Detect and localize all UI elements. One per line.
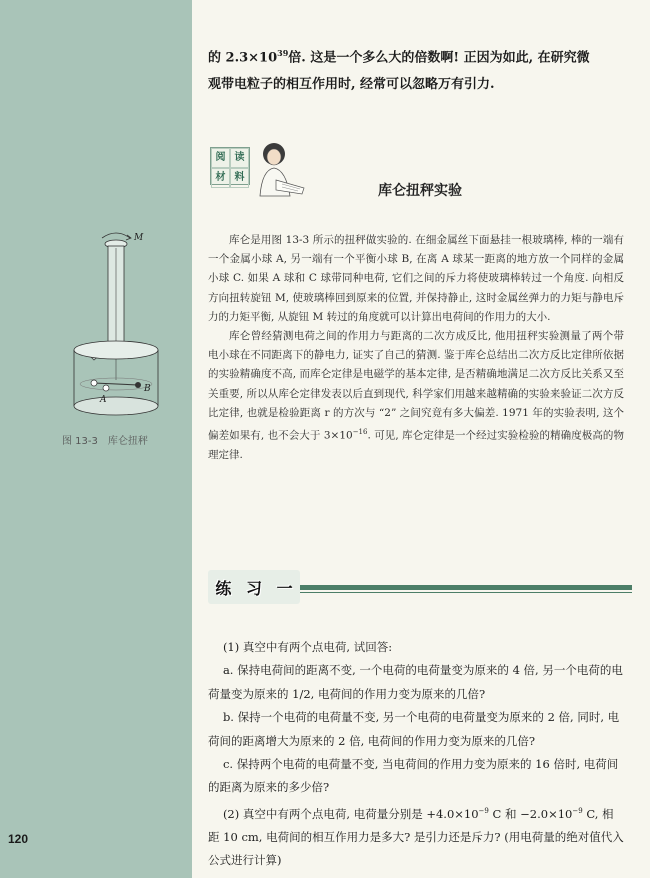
page-number: 120 (8, 832, 29, 846)
question-1c: c. 保持两个电荷的电荷量不变, 当电荷间的作用力变为原来的 16 倍时, 电荷间的距离为原来的多少倍? (208, 757, 619, 795)
question-1a: a. 保持电荷间的距离不变, 一个电荷的电荷量变为原来的 4 倍, 另一个电荷的电荷量变为原来的 1/2, 电荷间的作用力变为原来的几倍? (208, 663, 623, 701)
continuation-paragraph (208, 40, 624, 98)
label-m: M (134, 233, 144, 243)
figure-caption: 图 13-3 库仑扭秤 (62, 436, 148, 447)
section-title: 库仑扭秤实验 (378, 183, 462, 199)
reading-body (208, 231, 624, 465)
reading-girl-illustration (246, 140, 310, 200)
label-b: B (144, 384, 151, 394)
continuation-line-1: 的 $2.3\times 10^{39}$倍. 这是一个多么大的倍数啊! 正因为如此, 在研究微 (208, 48, 590, 66)
exercise-title: 练 习 一 (208, 570, 300, 604)
label-a: A (100, 395, 107, 405)
question-2: (2) 真空中有两个点电荷, 电荷量分别是 $+4.0\times 10^{-9}$ C 和 $-2.0\times 10^{-9}$ C, 相距 10 cm, 电荷间的相互作用力是多大? 是引力还是斥力? (用电荷量的绝对值代入公式进行计算) (208, 806, 624, 868)
question-1: (1) 真空中有两个点电荷, 试回答: (222, 640, 393, 654)
continuation-line-2: 观带电粒子的相互作用时, 经常可以忽略万有引力. (208, 77, 495, 93)
coulomb-torsion-balance-figure (64, 228, 168, 424)
question-1b: b. 保持一个电荷的电荷量不变, 另一个电荷的电荷量变为原来的 2 倍, 同时, 电荷间的距离增大为原来的 2 倍, 电荷间的作用力变为原来的几倍? (208, 710, 620, 748)
paragraph-2: 库仑曾经猜测电荷之间的作用力与距离的二次方成反比, 他用扭秤实验测量了两个带电小球在不同距离下的静电力, 证实了自己的猜测. 鉴于库仑总结出二次方反比定律所依据的实验精确度不高, 而库仑定律是电磁学的基本定律, 是否精确地满足二次方反比关系又至关重要, 所以从库仑定律发表以后直到现代, 科学家们用越来越精确的实验来验证二次方反比定律, 也就是检验距离 r 的方次与 “2” 之间究竟有多大偏差. 1971 年的实验表明, 这个偏差如果有, 也不会大于 $3\times 10^{-16}$. 可见, 库仑定律是一个经过实验检验的精确度极高的物理定律. (208, 330, 624, 461)
exercise-divider-rule (300, 585, 632, 590)
exercise-questions (208, 636, 624, 873)
reading-material-badge: 阅 读 材 料 (210, 147, 250, 185)
exercise-header (208, 566, 632, 612)
paragraph-1: 库仑是用图 13-3 所示的扭秤做实验的. 在细金属丝下面悬挂一根玻璃棒, 棒的一端有一个金属小球 A, 另一端有一个平衡小球 B, 在离 A 球某一距离的地方放一个同样的金属小球 C. 如果 A 球和 C 球带同种电荷, 它们之间的斥力将使玻璃棒转过一个角度. 向相反方向扭转旋钮 M, 使玻璃棒回到原来的位置, 并保持静止, 这时金属丝弹力的力矩与静电斥力的力矩平衡, 从旋钮 M 转过的角度就可以计算出电荷间的作用力的大小. (208, 234, 624, 323)
